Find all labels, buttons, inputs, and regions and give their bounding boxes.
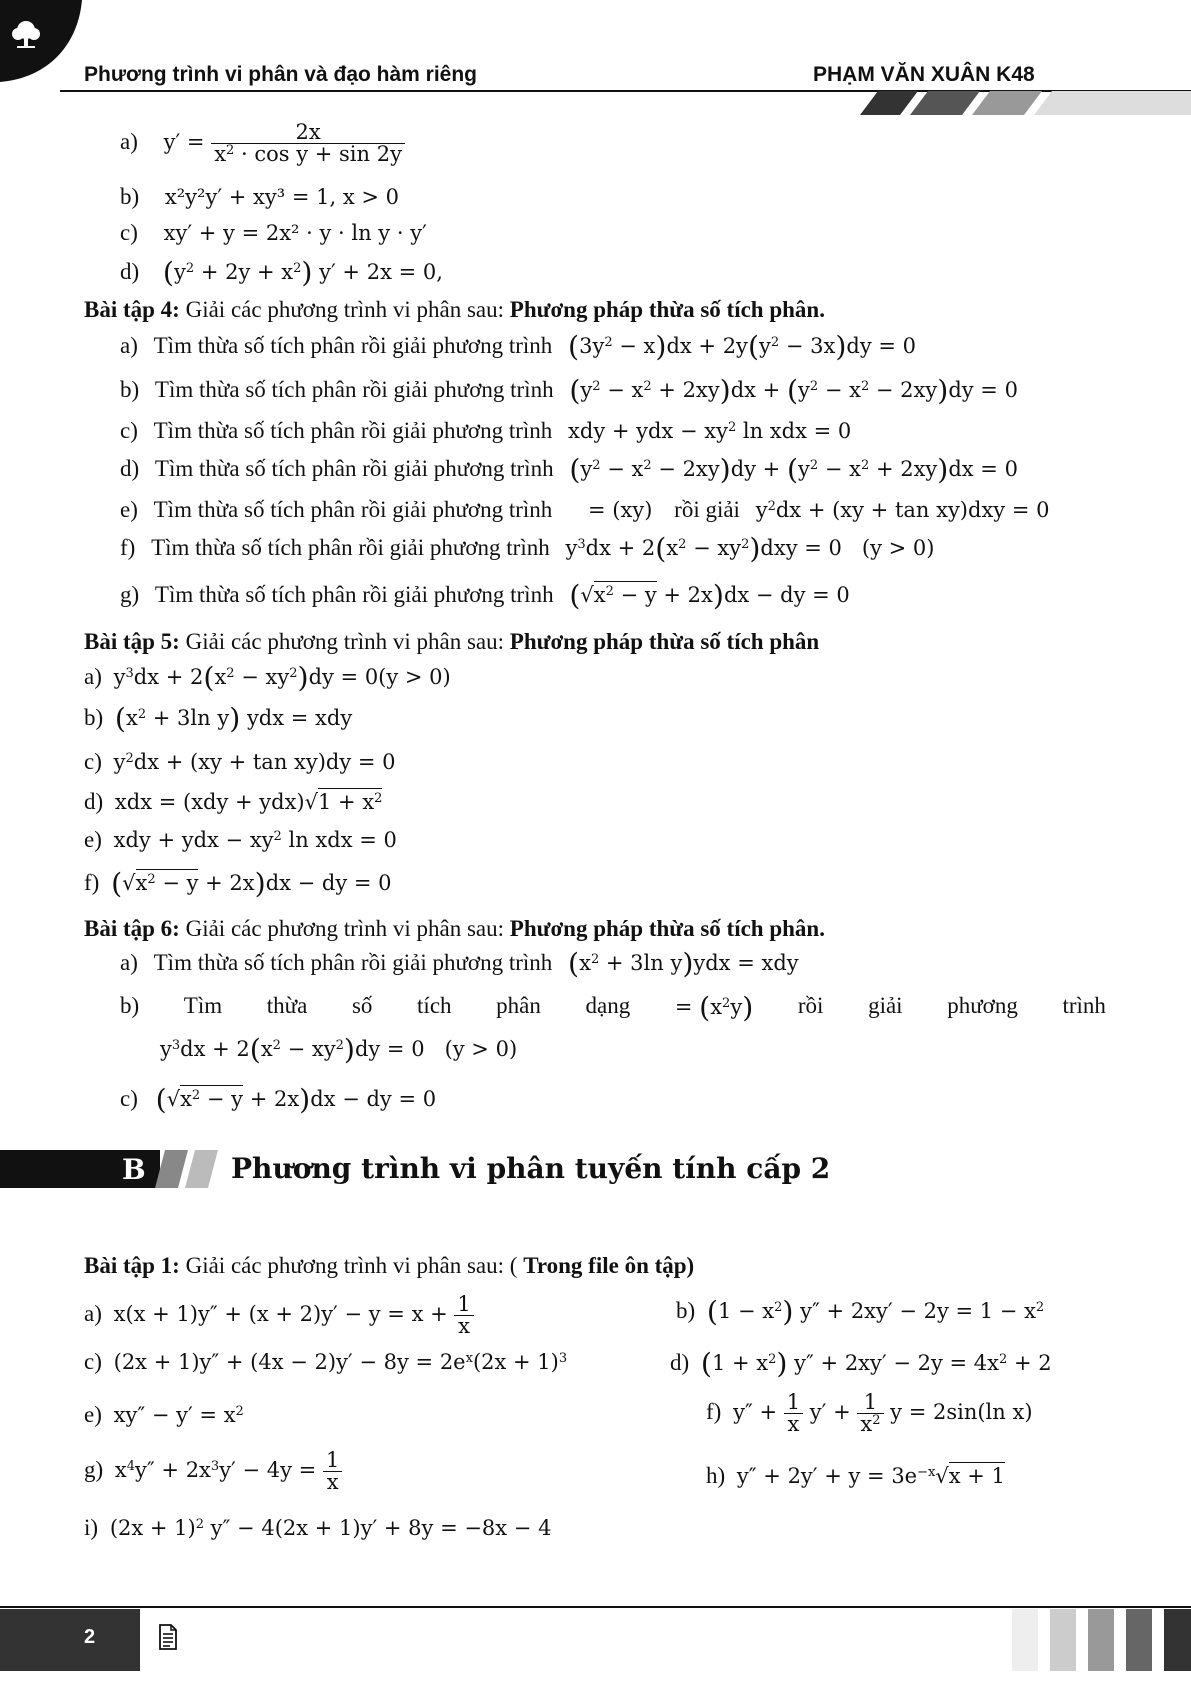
- bt6-item-a: a) Tìm thừa số tích phân rồi giải phương trình ($x^2 + 3\ln$ y)ydx = xdy: [120, 947, 799, 980]
- bt5-item-c: c) $y^2dx + (xy + \tan xy)dy = 0$: [84, 749, 396, 774]
- bt5-item-b: b) ($x^2 + 3\ln$ y) ydx = xdy: [84, 702, 353, 735]
- b-bt1-item-e: e) $xy'' - y' = x^2$: [84, 1402, 244, 1427]
- footer-page-box: [0, 1609, 140, 1671]
- bt5-item-d: d) xdx = $(xdy + ydx)√1 + x^2$: [84, 789, 383, 814]
- bt4-heading: Bài tập 4: Giải các phương trình vi phân sau: Phương pháp thừa số tích phân.: [84, 297, 825, 322]
- bt4-item-g: g) Tìm thừa số tích phân rồi giải phương trình $(√x^2 - y + 2x)dx$ − dy = 0: [120, 579, 850, 612]
- bt4-item-a: a) Tìm thừa số tích phân rồi giải phương trình $(3y^2 - x)dx + 2y(y^2 - 3x)dy = 0$: [120, 330, 916, 363]
- bt6-heading: Bài tập 6: Giải các phương trình vi phân sau: Phương pháp thừa số tích phân.: [84, 916, 825, 941]
- header-title: Phương trình vi phân và đạo hàm riêng: [84, 63, 478, 86]
- bt4-item-c: c) Tìm thừa số tích phân rồi giải phương trình xdy + ydx − $xy^2$ ln xdx = 0: [120, 418, 852, 443]
- bt6-item-b-equation: $y^3dx + 2(x^2 - xy^2)dy = 0$ (y > 0): [160, 1033, 518, 1066]
- b-bt1-heading: Bài tập 1: Giải các phương trình vi phân sau: ( Trong file ôn tập): [84, 1253, 695, 1278]
- b-bt1-item-c: c) $(2x + 1)y'' + (4x - 2)y' - 8y = 2e^x(2x + 1)^3$: [84, 1349, 568, 1374]
- intro-item-a: a) y′ = $\frac{2x}{x^2 \cdot \cos y + \sin 2y}$: [120, 122, 405, 165]
- bt6-item-c: c) $(√x^2 - y + 2x)dx$ − dy = 0: [120, 1083, 437, 1116]
- b-bt1-item-b: b) $(1 - x^2)$ $y'' + 2xy' - 2y = 1 - x^2$: [676, 1295, 1045, 1328]
- b-bt1-item-f: f) y″ + $\frac{1}{x}$ y′ + $\frac{1}{x^2}$ y = 2sin(ln x): [706, 1390, 1033, 1436]
- section-title: Phương trình vi phân tuyến tính cấp 2: [231, 1152, 831, 1185]
- footer-rule: [0, 1606, 1191, 1608]
- intro-item-c: c) xy′ + y = 2x² · y · ln y · y′: [120, 220, 427, 245]
- bt4-item-f: f) Tìm thừa số tích phân rồi giải phương trình $y^3dx + 2(x^2 - xy^2)dxy = 0$ (y > 0): [120, 532, 935, 565]
- corner-logo: [0, 0, 90, 90]
- bt4-item-d: d) Tìm thừa số tích phân rồi giải phương trình $(y^2 - x^2 - 2xy)dy + (y^2 - x^2 + 2xy)dx = 0$: [120, 453, 1018, 486]
- intro-item-d: d) $(y^2 + 2y + x^2) y' + 2x = 0$,: [120, 256, 443, 289]
- header-stripes: [856, 91, 1191, 117]
- bt6-item-b: b) Tìm thừa số tích phân dạng = $(x^2y)$ rồi giải phương trình: [120, 991, 1106, 1024]
- bt5-item-a: a) $y^3dx + 2(x^2 - xy^2)dy = 0(y > 0)$: [84, 661, 451, 694]
- b-bt1-item-h: h) $y'' + 2y' + y = 3e^{-x}√x + 1$: [706, 1463, 1005, 1488]
- section-letter: B: [122, 1153, 146, 1186]
- header-author: PHẠM VĂN XUÂN K48: [813, 63, 1035, 86]
- bt5-item-f: f) $(√x^2 - y + 2x)dx$ − dy = 0: [84, 867, 392, 900]
- b-bt1-item-i: i) $(2x + 1)^2$ y″ − 4(2x + 1)y′ + 8y = −8x − 4: [84, 1515, 552, 1540]
- bt5-heading: Bài tập 5: Giải các phương trình vi phân sau: Phương pháp thừa số tích phân: [84, 629, 820, 654]
- bt5-item-e: e) xdy + ydx − $xy^2$ ln xdx = 0: [84, 827, 397, 852]
- b-bt1-item-g: g) $x^4y'' + 2x^3y' - 4y$ = $\frac{1}{x}$: [84, 1450, 342, 1493]
- b-bt1-item-d: d) $(1 + x^2)$ $y'' + 2xy' - 2y = 4x^2 + 2$: [670, 1347, 1052, 1380]
- document-icon: [158, 1624, 178, 1650]
- b-bt1-item-a: a) x(x + 1)y″ + (x + 2)y′ − y = x + $\frac{1}{x}$: [84, 1294, 474, 1337]
- section-banner: [0, 1148, 220, 1190]
- bt4-item-e: e) Tìm thừa số tích phân rồi giải phương trình = (xy) rồi giải $y^2dx + (xy + \tan xy)dxy = 0$: [120, 497, 1050, 522]
- intro-item-b: b) x²y²y′ + xy³ = 1, x > 0: [120, 184, 399, 209]
- bt4-item-b: b) Tìm thừa số tích phân rồi giải phương trình $(y^2 - x^2 + 2xy)dx + (y^2 - x^2 - 2xy)dy = 0$: [120, 374, 1018, 407]
- page-number: 2: [84, 1626, 96, 1648]
- footer-stripes: [1010, 1609, 1191, 1671]
